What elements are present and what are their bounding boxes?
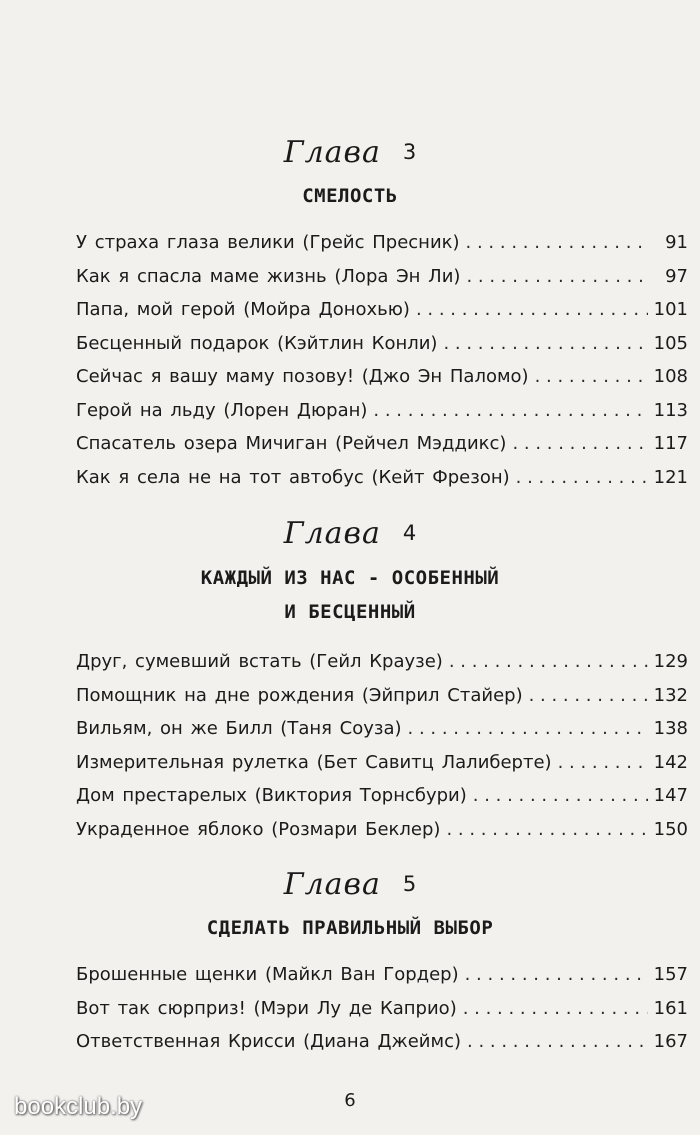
entry-title: Сейчас я вашу маму позову! (Джо Эн Паломо) <box>76 366 529 387</box>
toc-entry <box>76 746 688 780</box>
dot-leader <box>465 958 648 992</box>
toc-entry <box>76 1025 688 1059</box>
toc-entry <box>76 992 688 1026</box>
dot-leader <box>373 394 647 428</box>
chapter-word: Глава <box>283 867 381 902</box>
entry-title: Вот так сюрприз! (Мэри Лу де Каприо) <box>76 997 457 1019</box>
dot-leader <box>446 813 647 847</box>
toc-list <box>76 645 688 846</box>
entry-page: 142 <box>653 751 688 773</box>
chapter-heading <box>0 135 700 170</box>
entry-title: Папа, мой герой (Мойра Донохью) <box>76 299 410 320</box>
watermark: bookclub.by <box>14 1093 143 1120</box>
entry-title: Спасатель озера Мичиган (Рейчел Мэддикс) <box>76 433 507 454</box>
toc-entry <box>76 360 688 394</box>
entry-page: 105 <box>653 332 688 354</box>
entry-title: Дом престарелых (Виктория Торнсбури) <box>76 785 467 806</box>
toc-entry <box>76 712 688 746</box>
toc-entry <box>76 327 688 361</box>
toc-entry <box>76 958 688 992</box>
entry-title: Бесценный подарок (Кэйтлин Конли) <box>76 332 438 354</box>
toc-entry <box>76 293 688 327</box>
toc-list <box>76 958 688 1059</box>
chapter-title: СМЕЛОСТЬ <box>302 185 398 207</box>
entry-title: Измерительная рулетка (Бет Савитц Лалиберте) <box>76 751 552 773</box>
chapter-number: 5 <box>402 872 417 896</box>
entry-title: У страха глаза велики (Грейс Пресник) <box>76 232 460 253</box>
chapter-number: 4 <box>402 521 417 545</box>
chapter-heading <box>0 867 700 902</box>
entry-title: Герой на льду (Лорен Дюран) <box>76 399 368 421</box>
entry-title: Помощник на дне рождения (Эйприл Стайер) <box>76 684 523 706</box>
dot-leader <box>466 226 648 260</box>
entry-page: 147 <box>653 785 688 806</box>
entry-page: 132 <box>653 684 688 706</box>
dot-leader <box>558 746 648 780</box>
chapter-number: 3 <box>402 140 417 164</box>
toc-entry <box>76 779 688 813</box>
entry-page: 97 <box>665 265 688 287</box>
dot-leader <box>535 360 648 394</box>
entry-page: 113 <box>653 399 688 421</box>
dot-leader <box>449 645 648 679</box>
entry-page: 129 <box>653 651 688 672</box>
chapter-title-line: КАЖДЫЙ ИЗ НАС - ОСОБЕННЫЙ <box>200 567 500 589</box>
dot-leader <box>512 427 647 461</box>
dot-leader <box>463 992 648 1026</box>
entry-title: Украденное яблоко (Розмари Беклер) <box>76 818 441 840</box>
entry-page: 108 <box>653 366 688 387</box>
entry-title: Как я спасла маме жизнь (Лора Эн Ли) <box>76 265 461 287</box>
toc-entry <box>76 260 688 294</box>
page-number: 6 <box>344 1090 356 1111</box>
toc-list <box>76 226 688 494</box>
dot-leader <box>473 779 648 813</box>
chapter-word: Глава <box>283 135 381 170</box>
entry-page: 167 <box>653 1031 688 1052</box>
entry-page: 117 <box>653 433 688 454</box>
toc-entry <box>76 394 688 428</box>
entry-title: Вильям, он же Билл (Таня Соуза) <box>76 718 402 739</box>
entry-page: 150 <box>653 818 688 840</box>
dot-leader <box>529 679 648 713</box>
dot-leader <box>416 293 648 327</box>
entry-page: 91 <box>665 232 688 253</box>
chapter-title: СДЕЛАТЬ ПРАВИЛЬНЫЙ ВЫБОР <box>206 917 494 939</box>
entry-page: 161 <box>653 997 688 1019</box>
entry-page: 121 <box>653 466 688 488</box>
entry-page: 138 <box>653 718 688 739</box>
toc-entry <box>76 679 688 713</box>
toc-entry <box>76 427 688 461</box>
dot-leader <box>466 260 648 294</box>
toc-entry <box>76 226 688 260</box>
dot-leader <box>408 712 648 746</box>
entry-title: Ответственная Крисси (Диана Джеймс) <box>76 1031 462 1052</box>
toc-entry <box>76 645 688 679</box>
dot-leader <box>467 1025 648 1059</box>
entry-title: Брошенные щенки (Майкл Ван Гордер) <box>76 964 459 985</box>
entry-page: 101 <box>653 299 688 320</box>
chapter-word: Глава <box>283 516 381 551</box>
toc-entry <box>76 461 688 495</box>
entry-title: Как я села не на тот автобус (Кейт Фрезон) <box>76 466 510 488</box>
dot-leader <box>443 327 647 361</box>
chapter-title-line: И БЕСЦЕННЫЙ <box>284 601 416 623</box>
entry-page: 157 <box>653 964 688 985</box>
dot-leader <box>516 461 648 495</box>
entry-title: Друг, сумевший встать (Гейл Краузе) <box>76 651 443 672</box>
chapter-heading <box>0 516 700 551</box>
toc-entry <box>76 813 688 847</box>
